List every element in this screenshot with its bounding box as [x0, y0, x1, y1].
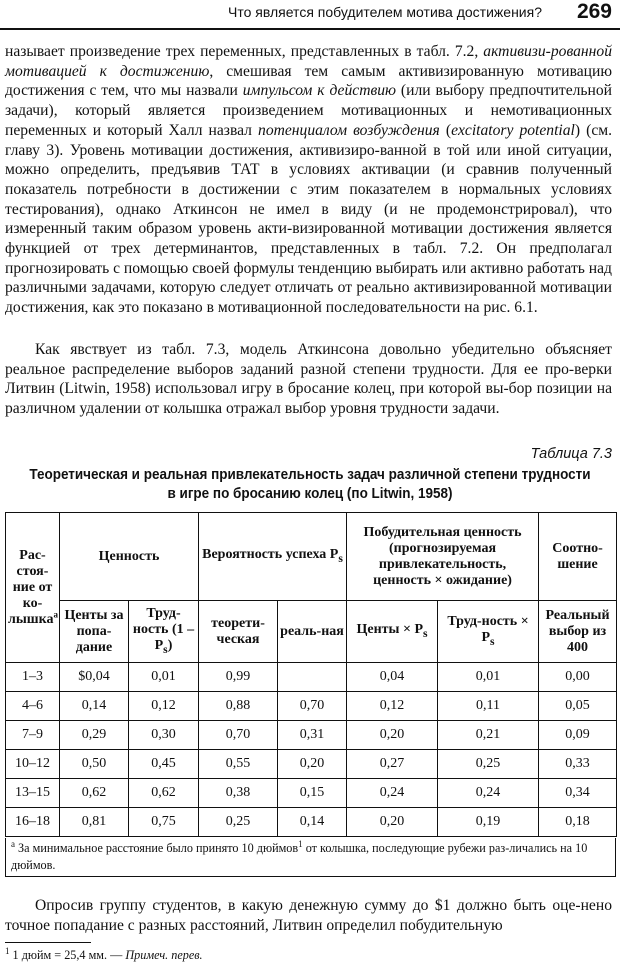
table-cell: 16–18: [6, 808, 60, 837]
table-cell: 0,14: [60, 692, 129, 721]
table-cell: 0,88: [199, 692, 278, 721]
table-cell: 0,27: [347, 750, 438, 779]
table-cell: 0,24: [347, 779, 438, 808]
header-cents-ps: Центы × $P_s$: [347, 601, 438, 663]
table-row: [6, 808, 617, 837]
header-real: реаль-ная: [278, 601, 347, 663]
text-run: активизи-рованной мотивацией к достижению: [5, 43, 612, 80]
paragraph-1: [5, 42, 612, 318]
table-cell: $0,04: [60, 663, 129, 692]
table-caption-line-2: в игре по бросанию колец (по Litwin, 1958): [167, 486, 453, 502]
header-theoretical: теорети-ческая: [199, 601, 278, 663]
page-number: 269: [576, 0, 612, 23]
table-cell: 0,11: [438, 692, 539, 721]
text-run: excitatory potential: [451, 121, 575, 139]
table-caption-line-1: Теоретическая и реальная привлекательность задач различной степени трудности: [29, 467, 591, 483]
table-cell: 0,12: [129, 692, 199, 721]
text-run: потенциалом возбуждения: [258, 121, 440, 139]
header-value-group: Ценность: [60, 513, 199, 601]
text-run: называет произведение трех переменных, представленных в табл. 7.2,: [5, 43, 484, 60]
paragraph-2: [5, 340, 612, 419]
table-cell: 4–6: [6, 692, 60, 721]
table-cell: 0,33: [539, 750, 617, 779]
header-ratio-group: Соотно-шение: [539, 513, 617, 601]
header-distance: Рас-стоя-ние от ко-лышка$^a$: [6, 513, 60, 663]
table-cell: 0,12: [347, 692, 438, 721]
table-label: Таблица 7.3: [530, 446, 612, 462]
text-run: ) (см. главу 3). Уровень мотивации достижения, активизиро-ванной в той или иной ситуации, можно определить, предъявив ТАТ в условиях активации (и сравнив полученный показатель потребности в достижении с этим показателем в нормальных условиях тестирования), однако Аткинсон не имел в виду (и не продемонстрировал), что измеренный таким образом уровень акти-визированной мотивации достижения является функцией от трех детерминантов, представленных в табл. 7.2. Он предполагал прогнозировать с помощью своей формулы тенденцию выбирать или активно работать над различными задачами, которую следует отличать от реально активизированной мотивации достижения, как это показано в мотивационной последовательности на рис. 6.1.: [5, 121, 613, 317]
table-cell: 0,04: [347, 663, 438, 692]
table-cell: 0,34: [539, 779, 617, 808]
text-run: , смешивая тем самым активизированную мотивацию достижения с тем, что мы назвали: [5, 62, 612, 100]
text-run: Опросив группу студентов, в какую денежную сумму до $1 должно быть оце-нено точное попадание с разных расстояний, Литвин определил побудительную: [5, 897, 612, 934]
text-run: импульсом к действию: [242, 82, 397, 100]
table-cell: 0,31: [278, 721, 347, 750]
text-run: (: [439, 121, 452, 139]
table-cell: 0,62: [129, 779, 199, 808]
running-header: [0, 0, 620, 30]
data-table: [5, 512, 617, 837]
table-row: [6, 663, 617, 692]
table-cell: 0,38: [199, 779, 278, 808]
header-incentive-group: Побудительная ценность (прогнозируемая привлекательность, ценность × ожидание): [347, 513, 539, 601]
table-cell: 0,70: [278, 692, 347, 721]
table-row: [6, 721, 617, 750]
table-footnote: $^a$ За минимальное расстояние было принято 10 дюймов$^1$ от колышка, последующие рубежи раз-личались на 10 дюймов.: [5, 838, 616, 877]
table-cell: 1–3: [6, 663, 60, 692]
table-cell: 0,25: [199, 808, 278, 837]
table-cell: 0,00: [539, 663, 617, 692]
table-row: [6, 692, 617, 721]
table-cell: 0,55: [199, 750, 278, 779]
header-cents: Центы за попа-дание: [60, 601, 129, 663]
header-difficulty-ps: Труд-ность × $P_s$: [438, 601, 539, 663]
table-cell: 0,29: [60, 721, 129, 750]
table-cell: 7–9: [6, 721, 60, 750]
table-cell: 0,99: [199, 663, 278, 692]
table-cell: 0,25: [438, 750, 539, 779]
table-cell: 0,81: [60, 808, 129, 837]
table-cell: 0,14: [278, 808, 347, 837]
table-cell: 0,24: [438, 779, 539, 808]
table-cell: 0,01: [438, 663, 539, 692]
table-cell: 0,50: [60, 750, 129, 779]
table-cell: 0,21: [438, 721, 539, 750]
table-cell: 0,30: [129, 721, 199, 750]
header-difficulty: Труд-ность $(1 - P_s)$: [129, 601, 199, 663]
table-cell: 0,70: [199, 721, 278, 750]
table-row: [6, 779, 617, 808]
header-probability-group: Вероятность успеха $P_s$: [199, 513, 347, 601]
table-cell: 0,45: [129, 750, 199, 779]
table-cell: 0,05: [539, 692, 617, 721]
text-run: Как явствует из табл. 7.3, модель Аткинсона довольно убедительно объясняет реальное распределение выборов заданий разной степени трудности. Для ее про-верки Литвин (Litwin, 1958) использовал игру в бросание колец, при которой вы-бор позиции на различном удалении от колышка отражал выбор уровня трудности задачи.: [5, 341, 612, 418]
table-cell: 0,20: [278, 750, 347, 779]
table-cell: 0,75: [129, 808, 199, 837]
table-row: [6, 750, 617, 779]
table-cell: 13–15: [6, 779, 60, 808]
table-cell: 0,09: [539, 721, 617, 750]
table-cell: 0,01: [129, 663, 199, 692]
header-real-choice: Реальный выбор из 400: [539, 601, 617, 663]
table-body: [6, 663, 617, 837]
table-cell: 0,15: [278, 779, 347, 808]
table-cell: 0,19: [438, 808, 539, 837]
table-cell: 0,20: [347, 721, 438, 750]
page-footnote: $^1$ 1 дюйм = 25,4 мм. — Примеч. перев.: [5, 945, 203, 962]
footnote-divider: [5, 942, 91, 943]
table-cell: 10–12: [6, 750, 60, 779]
table-caption: [22, 466, 599, 504]
table-cell: 0,20: [347, 808, 438, 837]
paragraph-3: [5, 896, 612, 935]
text-run: (или выбору предпочтительной задачи), который является произведением мотивационных и немотивационных переменных и который Халл назвал: [5, 82, 613, 139]
table-cell: [278, 663, 347, 692]
running-header-title: Что является побудителем мотива достижения?: [228, 4, 542, 20]
table-cell: 0,18: [539, 808, 617, 837]
table-cell: 0,62: [60, 779, 129, 808]
